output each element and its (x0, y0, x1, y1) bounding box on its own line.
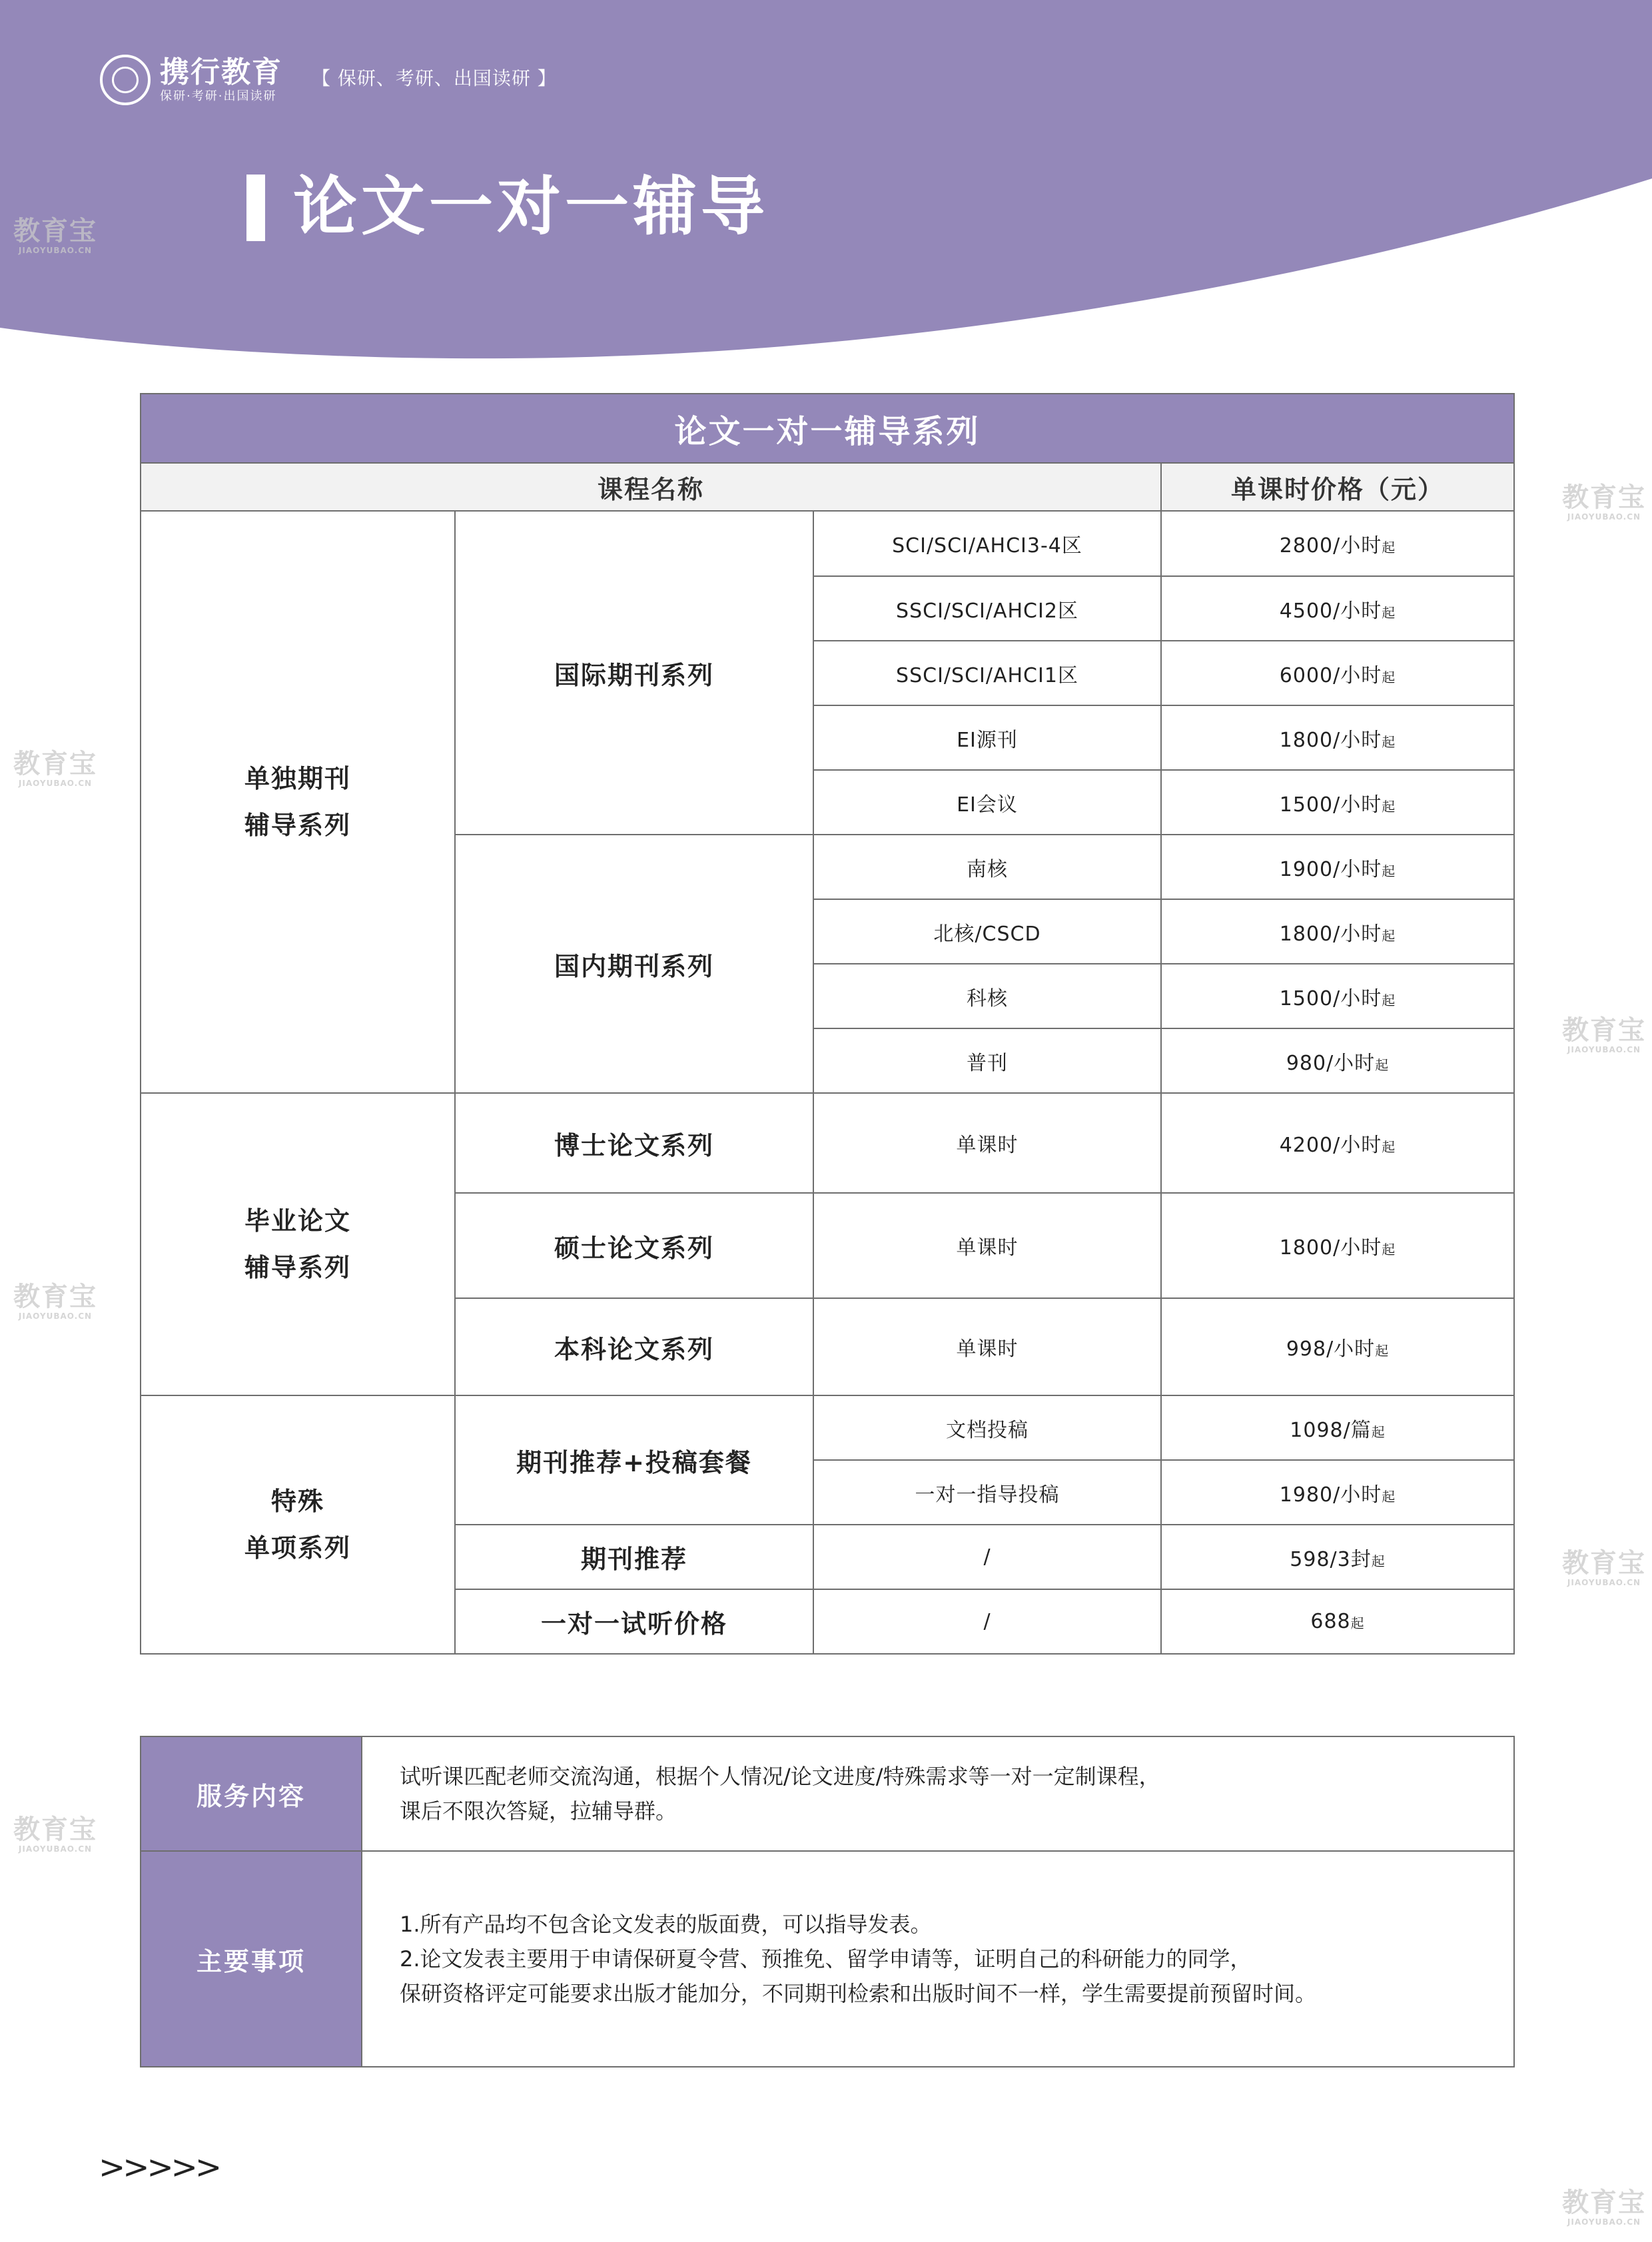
item-cell: / (813, 1589, 1161, 1654)
notes-row (141, 1851, 1514, 2067)
price-cell: 1800/小时起 (1161, 705, 1514, 770)
price-cell: 688起 (1161, 1589, 1514, 1654)
service-row (141, 1736, 1514, 1851)
item-cell: 单课时 (813, 1193, 1161, 1298)
watermark: 教育宝 JIAOYUBAO.CN (1562, 2187, 1646, 2227)
item-cell: 单课时 (813, 1093, 1161, 1193)
category-special-items: 特殊 单项系列 (141, 1395, 455, 1654)
page-title: 论文一对一辅导 (293, 169, 769, 244)
item-cell: SCI/SCI/AHCI3-4区 (813, 511, 1161, 576)
item-cell: 南核 (813, 835, 1161, 899)
item-cell: 文档投稿 (813, 1395, 1161, 1460)
brand-logo (100, 55, 557, 105)
price-cell: 4500/小时起 (1161, 576, 1514, 641)
item-cell: EI源刊 (813, 705, 1161, 770)
series-international-journal: 国际期刊系列 (455, 511, 813, 835)
brand-tagline: 【 保研、考研、出国读研 】 (312, 67, 557, 89)
column-header-name: 课程名称 (141, 463, 1161, 511)
watermark: 教育宝 JIAOYUBAO.CN (13, 1814, 97, 1854)
table-row (141, 1093, 1514, 1193)
price-cell: 1800/小时起 (1161, 1193, 1514, 1298)
item-cell: 一对一指导投稿 (813, 1460, 1161, 1525)
price-cell: 1500/小时起 (1161, 964, 1514, 1028)
item-cell: SSCI/SCI/AHCI1区 (813, 641, 1161, 705)
brand-name: 携行教育 (160, 55, 282, 89)
main-notes-label: 主要事项 (141, 1851, 362, 2067)
item-cell: / (813, 1525, 1161, 1589)
watermark: 教育宝 JIAOYUBAO.CN (1562, 482, 1646, 522)
main-notes-text: 1.所有产品均不包含论文发表的版面费，可以指导发表。 2.论文发表主要用于申请保研夏令营、预推免、留学申请等，证明自己的科研能力的同学， 保研资格评定可能要求出版才能加分，不同期刊检索和出版时间不一样，学生需要提前预留时间。 (362, 1851, 1514, 2067)
service-content-text: 试听课匹配老师交流沟通，根据个人情况/论文进度/特殊需求等一对一定制课程， 课后不限次答疑，拉辅导群。 (362, 1736, 1514, 1851)
price-cell: 1800/小时起 (1161, 899, 1514, 964)
price-cell: 6000/小时起 (1161, 641, 1514, 705)
category-single-journal: 单独期刊 辅导系列 (141, 511, 455, 1093)
watermark: 教育宝 JIAOYUBAO.CN (13, 216, 97, 255)
brand-subtitle: 保研·考研·出国读研 (160, 89, 277, 103)
table-row (141, 1395, 1514, 1460)
info-table (140, 1736, 1515, 2067)
item-cell: 普刊 (813, 1028, 1161, 1093)
category-graduation-thesis: 毕业论文 辅导系列 (141, 1093, 455, 1395)
watermark: 教育宝 JIAOYUBAO.CN (13, 749, 97, 788)
price-cell: 1980/小时起 (1161, 1460, 1514, 1525)
title-accent-bar (246, 175, 265, 241)
item-cell: SSCI/SCI/AHCI2区 (813, 576, 1161, 641)
series-journal-recommend: 期刊推荐 (455, 1525, 813, 1589)
footer-arrows-icon: >>>>> (99, 2149, 220, 2186)
price-cell: 980/小时起 (1161, 1028, 1514, 1093)
table-title: 论文一对一辅导系列 (141, 394, 1514, 463)
watermark: 教育宝 JIAOYUBAO.CN (13, 1282, 97, 1321)
column-header-price: 单课时价格（元） (1161, 463, 1514, 511)
series-bachelor-thesis: 本科论文系列 (455, 1298, 813, 1395)
service-content-label: 服务内容 (141, 1736, 362, 1851)
series-trial-price: 一对一试听价格 (455, 1589, 813, 1654)
logo-emblem-icon (100, 55, 151, 105)
price-cell: 1900/小时起 (1161, 835, 1514, 899)
price-cell: 1098/篇起 (1161, 1395, 1514, 1460)
price-cell: 598/3封起 (1161, 1525, 1514, 1589)
watermark: 教育宝 JIAOYUBAO.CN (1562, 1015, 1646, 1054)
item-cell: 科核 (813, 964, 1161, 1028)
series-domestic-journal: 国内期刊系列 (455, 835, 813, 1093)
item-cell: 北核/CSCD (813, 899, 1161, 964)
series-recommend-submission-package: 期刊推荐+投稿套餐 (455, 1395, 813, 1525)
item-cell: 单课时 (813, 1298, 1161, 1395)
price-cell: 998/小时起 (1161, 1298, 1514, 1395)
watermark: 教育宝 JIAOYUBAO.CN (1562, 1548, 1646, 1587)
price-cell: 1500/小时起 (1161, 770, 1514, 835)
series-master-thesis: 硕士论文系列 (455, 1193, 813, 1298)
price-cell: 2800/小时起 (1161, 511, 1514, 576)
price-table (140, 393, 1515, 1655)
item-cell: EI会议 (813, 770, 1161, 835)
series-phd-thesis: 博士论文系列 (455, 1093, 813, 1193)
table-row (141, 511, 1514, 576)
price-cell: 4200/小时起 (1161, 1093, 1514, 1193)
